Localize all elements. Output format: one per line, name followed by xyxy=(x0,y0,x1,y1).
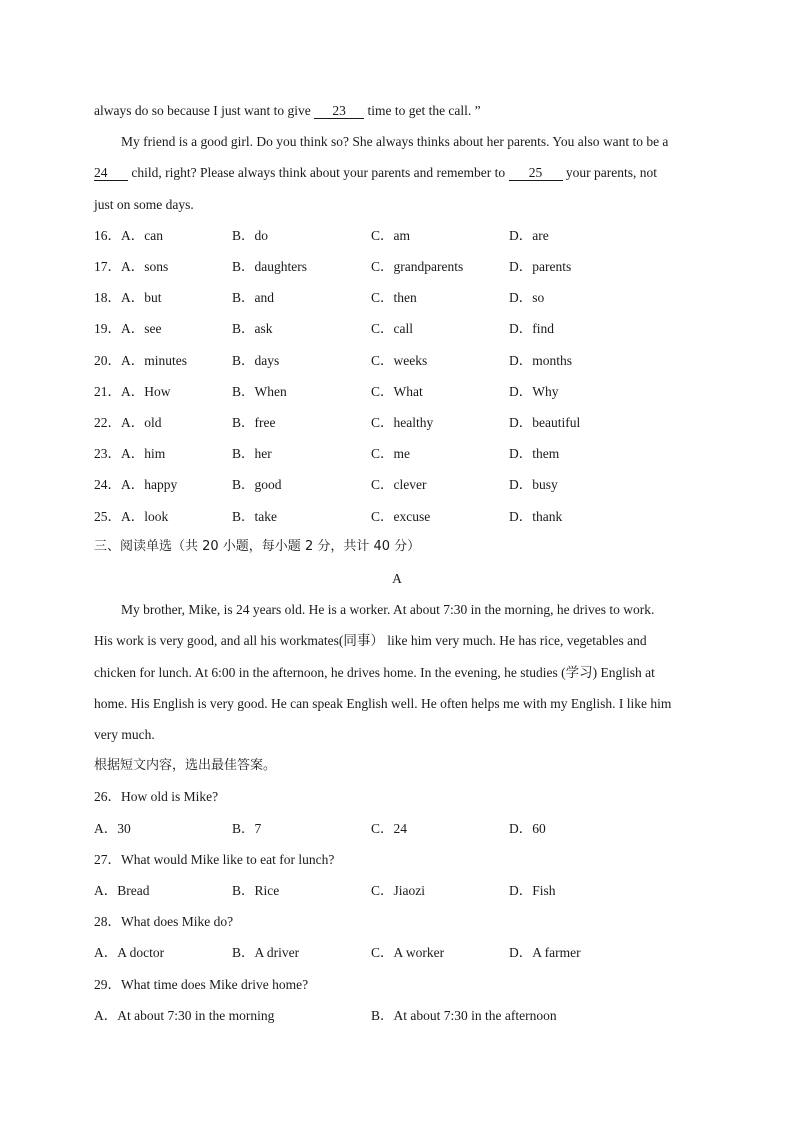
option-c[interactable]: C．What xyxy=(371,384,423,399)
option-row-19 xyxy=(94,320,714,338)
option-b[interactable]: B．do xyxy=(232,228,269,243)
instruction: 根据短文内容，选出最佳答案。 xyxy=(94,758,277,773)
option-d[interactable]: D．A farmer xyxy=(509,945,581,960)
reading-line-3: chicken for lunch. At 6:00 in the afternoon, he drives home. In the evening, he studies (学习) English at xyxy=(94,665,655,680)
option-a[interactable]: A．can xyxy=(121,228,163,243)
answer-row-29 xyxy=(94,1007,714,1025)
reading-line-2: His work is very good, and all his workmates(同事） like him very much. He has rice, vegetables and xyxy=(94,633,647,648)
option-a[interactable]: A．look xyxy=(121,509,169,524)
option-d[interactable]: D．60 xyxy=(509,821,546,836)
reading-line-5: very much. xyxy=(94,727,155,742)
passage-line-1 xyxy=(94,102,481,120)
option-c[interactable]: C．24 xyxy=(371,821,408,836)
option-a[interactable]: A．old xyxy=(121,415,162,430)
option-c[interactable]: C．excuse xyxy=(371,509,431,524)
option-a[interactable]: A．A doctor xyxy=(94,945,165,960)
option-c[interactable]: C．call xyxy=(371,321,413,336)
option-d[interactable]: D．them xyxy=(509,446,560,461)
option-c[interactable]: C．me xyxy=(371,446,410,461)
question-number: 21． xyxy=(94,384,121,399)
option-b[interactable]: B．free xyxy=(232,415,276,430)
section-heading: 三、阅读单选（共 20 小题，每小题 2 分，共计 40 分） xyxy=(94,539,421,554)
option-b[interactable]: B．ask xyxy=(232,321,273,336)
blank-24: 24 xyxy=(94,165,128,181)
option-b[interactable]: B．good xyxy=(232,477,282,492)
option-d[interactable]: D．Fish xyxy=(509,883,556,898)
option-a[interactable]: A．Bread xyxy=(94,883,150,898)
option-a[interactable]: A．but xyxy=(121,290,162,305)
passage-text: time to get the call. ” xyxy=(364,103,481,118)
reading-line-1: My brother, Mike, is 24 years old. He is a worker. At about 7:30 in the morning, he drives to work. xyxy=(121,602,655,617)
option-a[interactable]: A．happy xyxy=(121,477,178,492)
option-b[interactable]: B．and xyxy=(232,290,274,305)
option-row-23 xyxy=(94,445,714,463)
question-number: 20． xyxy=(94,353,121,368)
option-row-20 xyxy=(94,352,714,370)
passage-line-3 xyxy=(94,164,657,182)
option-row-17 xyxy=(94,258,714,276)
option-c[interactable]: C．Jiaozi xyxy=(371,883,425,898)
passage-line-4: just on some days. xyxy=(94,197,194,212)
option-row-24 xyxy=(94,476,714,494)
question-27: 27．What would Mike like to eat for lunch? xyxy=(94,852,335,867)
blank-25: 25 xyxy=(509,165,563,181)
option-b[interactable]: B．A driver xyxy=(232,945,300,960)
option-d[interactable]: D．are xyxy=(509,228,549,243)
option-b[interactable]: B．daughters xyxy=(232,259,307,274)
option-row-16 xyxy=(94,227,714,245)
answer-row-28 xyxy=(94,944,714,962)
option-row-18 xyxy=(94,289,714,307)
question-28: 28．What does Mike do? xyxy=(94,914,234,929)
option-c[interactable]: C．clever xyxy=(371,477,427,492)
blank-23: 23 xyxy=(314,103,364,119)
answer-row-26 xyxy=(94,820,714,838)
option-row-21 xyxy=(94,383,714,401)
passage-line-2: My friend is a good girl. Do you think so? She always thinks about her parents. You also want to be a xyxy=(121,134,669,149)
question-29: 29．What time does Mike drive home? xyxy=(94,977,309,992)
option-a[interactable]: A．see xyxy=(121,321,162,336)
question-number: 22． xyxy=(94,415,121,430)
passage-text: always do so because I just want to give xyxy=(94,103,315,118)
question-number: 19． xyxy=(94,321,121,336)
option-row-22 xyxy=(94,414,714,432)
option-d[interactable]: D．parents xyxy=(509,259,572,274)
option-c[interactable]: C．then xyxy=(371,290,417,305)
option-row-25 xyxy=(94,508,714,526)
option-a[interactable]: A．How xyxy=(121,384,171,399)
option-d[interactable]: D．busy xyxy=(509,477,558,492)
option-d[interactable]: D．find xyxy=(509,321,554,336)
option-b[interactable]: B．days xyxy=(232,353,280,368)
option-c[interactable]: C．weeks xyxy=(371,353,428,368)
option-c[interactable]: C．am xyxy=(371,228,410,243)
option-c[interactable]: C．A worker xyxy=(371,945,445,960)
question-26: 26．How old is Mike? xyxy=(94,789,219,804)
option-a[interactable]: A．minutes xyxy=(121,353,187,368)
question-number: 24． xyxy=(94,477,121,492)
option-a[interactable]: A．30 xyxy=(94,821,131,836)
option-a[interactable]: A．At about 7:30 in the morning xyxy=(94,1008,275,1023)
passage-text: child, right? Please always think about your parents and remember to xyxy=(128,165,509,180)
passage-label: A xyxy=(392,571,402,586)
option-c[interactable]: C．grandparents xyxy=(371,259,464,274)
question-number: 16． xyxy=(94,228,121,243)
option-d[interactable]: D．so xyxy=(509,290,545,305)
option-a[interactable]: A．sons xyxy=(121,259,169,274)
question-number: 25． xyxy=(94,509,121,524)
option-b[interactable]: B．Rice xyxy=(232,883,280,898)
question-number: 18． xyxy=(94,290,121,305)
option-c[interactable]: C．healthy xyxy=(371,415,434,430)
option-a[interactable]: A．him xyxy=(121,446,166,461)
option-b[interactable]: B．her xyxy=(232,446,272,461)
answer-row-27 xyxy=(94,882,714,900)
option-d[interactable]: D．months xyxy=(509,353,573,368)
question-number: 23． xyxy=(94,446,121,461)
reading-line-4: home. His English is very good. He can speak English well. He often helps me with my English. I like him xyxy=(94,696,672,711)
option-b[interactable]: B．7 xyxy=(232,821,262,836)
option-b[interactable]: B．At about 7:30 in the afternoon xyxy=(371,1008,557,1023)
option-d[interactable]: D．Why xyxy=(509,384,559,399)
passage-text: your parents, not xyxy=(562,165,658,180)
option-d[interactable]: D．beautiful xyxy=(509,415,581,430)
option-b[interactable]: B．When xyxy=(232,384,287,399)
question-number: 17． xyxy=(94,259,121,274)
option-d[interactable]: D．thank xyxy=(509,509,563,524)
option-b[interactable]: B．take xyxy=(232,509,277,524)
